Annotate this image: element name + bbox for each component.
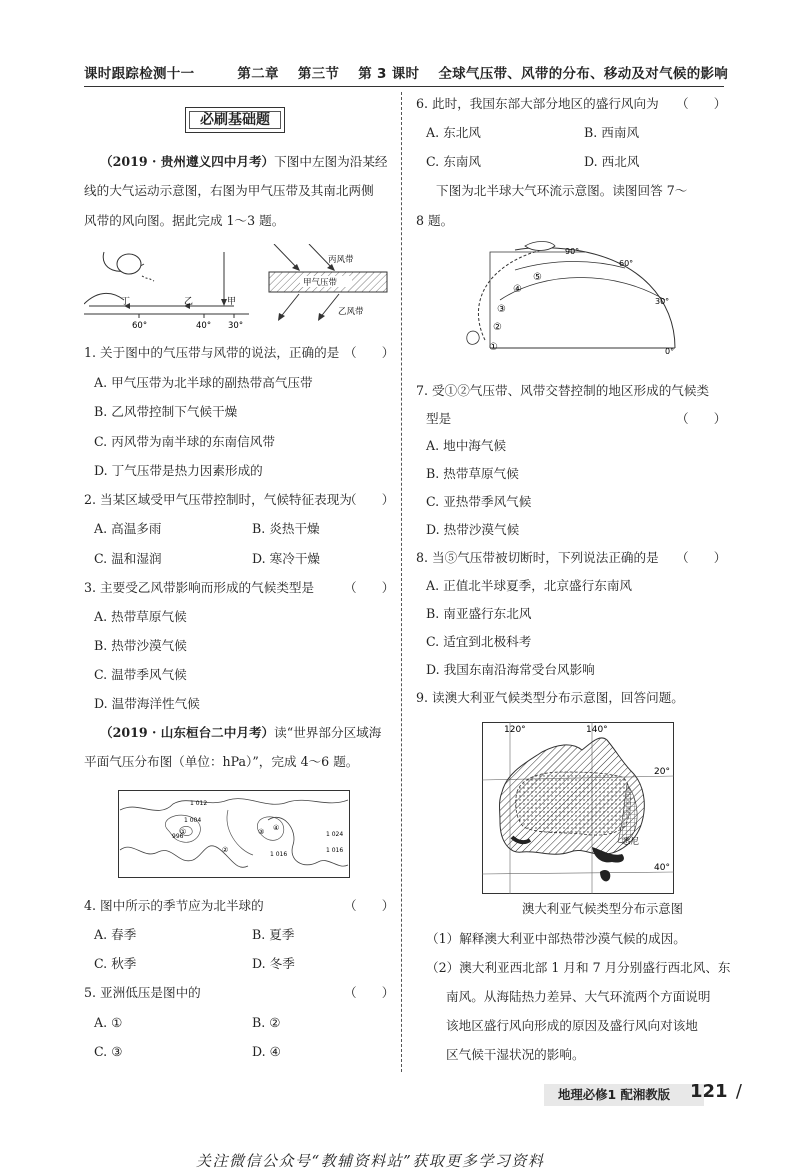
fig2-isobar-1016a: 1 016 xyxy=(270,851,288,858)
header-lesson: 第 3 课时 xyxy=(358,66,420,82)
fig2-isobar-1024: 1 024 xyxy=(326,831,344,838)
intro2-text: 读“世界部分区域海 xyxy=(274,725,382,740)
q7-option-d: D. 热带沙漠气候 xyxy=(426,522,520,537)
intro3-line2: 8 题。 xyxy=(416,213,454,228)
q8-option-a: A. 正值北半球夏季，北京盛行东南风 xyxy=(426,578,633,593)
q8-option-c: C. 适宜到北极科考 xyxy=(426,634,532,649)
q1-option-b: B. 乙风带控制下气候干燥 xyxy=(94,404,238,419)
figure-2-pressure-map xyxy=(118,790,350,878)
header-chapter: 第二章 xyxy=(237,66,279,82)
q9-sub1: （1）解释澳大利亚中部热带沙漠气候的成因。 xyxy=(426,931,686,946)
q2-option-a: A. 高温多雨 xyxy=(94,521,162,536)
q3-option-c: C. 温带季风气候 xyxy=(94,667,187,682)
fig3-lat-0: 0° xyxy=(665,347,675,356)
fig2-isobar-1012: 1 012 xyxy=(190,800,208,807)
q7-option-b: B. 热带草原气候 xyxy=(426,466,519,481)
intro1-source: （2019 · 贵州遵义四中月考） xyxy=(100,154,275,169)
fig1-tick-30: 30° xyxy=(228,321,244,331)
map-label-20: 20° xyxy=(654,767,670,777)
q7-option-a: A. 地中海气候 xyxy=(426,438,507,453)
q4-option-d: D. 冬季 xyxy=(252,956,295,971)
q7-stem-line1: 7. 受①②气压带、风带交替控制的地区形成的气候类 xyxy=(416,383,710,398)
q7-stem-line2: 型是 xyxy=(426,411,452,426)
bottom-note: 关注微信公众号“教辅资料站”获取更多学习资料 xyxy=(196,1152,545,1170)
q3-option-a: A. 热带草原气候 xyxy=(94,609,187,624)
page-number xyxy=(690,1081,742,1102)
intro1-line1 xyxy=(100,147,388,176)
fig1-tick-60: 60° xyxy=(132,321,148,331)
q9-stem: 9. 读澳大利亚气候类型分布示意图，回答问题。 xyxy=(416,690,684,705)
q3-stem: 3. 主要受乙风带影响而形成的气候类型是 xyxy=(84,580,315,595)
fig2-mark-4: ④ xyxy=(273,824,280,832)
q5-option-b: B. ② xyxy=(252,1015,281,1030)
fig1-label-bing: 丙风带 xyxy=(328,255,354,265)
q5-option-a: A. ① xyxy=(94,1015,123,1030)
fig2-isobar-996: 996 xyxy=(172,833,184,840)
page-header xyxy=(84,62,729,82)
q8-option-d: D. 我国东南沿海常受台风影响 xyxy=(426,662,595,677)
q4-stem: 4. 图中所示的季节应为北半球的 xyxy=(84,898,264,913)
q8-paren: （ ） xyxy=(676,550,727,565)
q5-stem: 5. 亚洲低压是图中的 xyxy=(84,985,201,1000)
q2-option-d: D. 寒冷干燥 xyxy=(252,551,321,566)
fig1-right-diagram xyxy=(269,244,387,321)
header-topic: 全球气压带、风带的分布、移动及对气候的影响 xyxy=(438,66,729,82)
intro2-line1 xyxy=(100,718,381,747)
map-caption: 澳大利亚气候类型分布示意图 xyxy=(522,901,684,916)
q1-stem: 1. 关于图中的气压带与风带的说法，正确的是 xyxy=(84,345,340,360)
header-rule xyxy=(84,86,724,87)
q2-option-c: C. 温和湿润 xyxy=(94,551,162,566)
fig3-lat-30: 30° xyxy=(655,297,670,306)
q6-stem: 6. 此时，我国东部大部分地区的盛行风向为 xyxy=(416,96,659,111)
section-title: 必刷基础题 xyxy=(185,107,285,133)
figure-4-australia-map xyxy=(482,722,674,894)
intro3-line1: 下图为北半球大气环流示意图。读图回答 7～ xyxy=(436,183,688,198)
fig3-mark-5: ⑤ xyxy=(533,272,542,283)
fig3-mark-1: ① xyxy=(489,342,498,353)
q7-paren: （ ） xyxy=(676,411,727,426)
fig1-label-jia: 甲 xyxy=(227,297,237,307)
q6-option-b: B. 西南风 xyxy=(584,125,640,140)
q8-option-b: B. 南亚盛行东北风 xyxy=(426,606,532,621)
fig2-isobar-1004: 1 004 xyxy=(184,817,202,824)
intro1-line3: 风带的风向图。据此完成 1～3 题。 xyxy=(84,213,285,228)
q9-sub2-line3: 该地区盛行风向形成的原因及盛行风向对该地 xyxy=(446,1018,698,1033)
q6-paren: （ ） xyxy=(676,96,727,111)
q3-option-b: B. 热带沙漠气候 xyxy=(94,638,187,653)
intro2-line2: 平面气压分布图（单位：hPa）”，完成 4～6 题。 xyxy=(84,754,359,769)
fig3-mark-3: ③ xyxy=(497,304,506,315)
page-number-text: 121 xyxy=(690,1081,728,1102)
fig3-mark-4: ④ xyxy=(513,284,522,295)
q4-paren: （ ） xyxy=(344,898,395,913)
map-label-120: 120° xyxy=(504,725,526,735)
q7-option-c: C. 亚热带季风气候 xyxy=(426,494,532,509)
fig2-isobar-1016b: 1 016 xyxy=(326,847,344,854)
q8-stem: 8. 当⑤气压带被切断时，下列说法正确的是 xyxy=(416,550,659,565)
figure-3-circulation xyxy=(455,240,695,365)
q5-paren: （ ） xyxy=(344,985,395,1000)
header-section: 第三节 xyxy=(297,66,340,82)
footer-book-label: 地理必修1 配湘教版 xyxy=(544,1084,704,1106)
column-divider xyxy=(401,92,402,1072)
map-label-sydney: 悉尼 xyxy=(622,837,640,847)
q5-option-d: D. ④ xyxy=(252,1044,281,1059)
q6-option-a: A. 东北风 xyxy=(426,125,481,140)
page-slash: / xyxy=(735,1081,742,1102)
q1-option-a: A. 甲气压带为北半球的副热带高气压带 xyxy=(94,375,313,390)
q3-paren: （ ） xyxy=(344,580,395,595)
fig3-mark-2: ② xyxy=(493,322,502,333)
fig2-mark-1: ① xyxy=(180,828,187,836)
q3-option-d: D. 温带海洋性气候 xyxy=(94,696,200,711)
q4-option-b: B. 夏季 xyxy=(252,927,295,942)
map-label-140: 140° xyxy=(586,725,608,735)
fig3-lat-60: 60° xyxy=(619,259,634,268)
q6-option-c: C. 东南风 xyxy=(426,154,481,169)
q5-option-c: C. ③ xyxy=(94,1044,123,1059)
intro1-line2: 线的大气运动示意图，右图为甲气压带及其南北两侧 xyxy=(84,183,374,198)
figure-1 xyxy=(84,244,394,332)
q2-option-b: B. 炎热干燥 xyxy=(252,521,320,536)
fig1-tick-40: 40° xyxy=(196,321,212,331)
q4-option-a: A. 春季 xyxy=(94,927,137,942)
fig1-left-diagram xyxy=(84,252,249,331)
q2-stem: 2. 当某区域受甲气压带控制时，气候特征表现为 xyxy=(84,492,352,507)
q9-sub2-line1: （2）澳大利亚西北部 1 月和 7 月分别盛行西北风、东 xyxy=(426,960,731,975)
q1-option-d: D. 丁气压带是热力因素形成的 xyxy=(94,463,263,478)
fig1-label-jia-pressure: 甲气压带 xyxy=(303,278,338,288)
fig2-mark-3: ③ xyxy=(258,828,265,836)
fig1-label-yi-wind: 乙风带 xyxy=(338,307,364,317)
intro2-source: （2019 · 山东桓台二中月考） xyxy=(100,725,275,740)
q2-paren: （ ） xyxy=(344,492,395,507)
q9-sub2-line4: 区气候干湿状况的影响。 xyxy=(446,1047,585,1062)
map-label-40: 40° xyxy=(654,863,670,873)
fig3-lat-90: 90° xyxy=(565,247,580,256)
intro1-text: 下图中左图为沿某经 xyxy=(274,154,388,169)
q1-option-c: C. 丙风带为南半球的东南信风带 xyxy=(94,434,275,449)
q1-paren: （ ） xyxy=(344,345,395,360)
header-title: 课时跟踪检测十一 xyxy=(84,66,195,82)
fig1-label-yi: 乙 xyxy=(184,297,194,307)
fig1-label-ding: 丁 xyxy=(121,297,131,307)
q6-option-d: D. 西北风 xyxy=(584,154,640,169)
q9-sub2-line2: 南风。从海陆热力差异、大气环流两个方面说明 xyxy=(446,989,711,1004)
fig2-mark-2: ② xyxy=(222,846,229,854)
q4-option-c: C. 秋季 xyxy=(94,956,137,971)
